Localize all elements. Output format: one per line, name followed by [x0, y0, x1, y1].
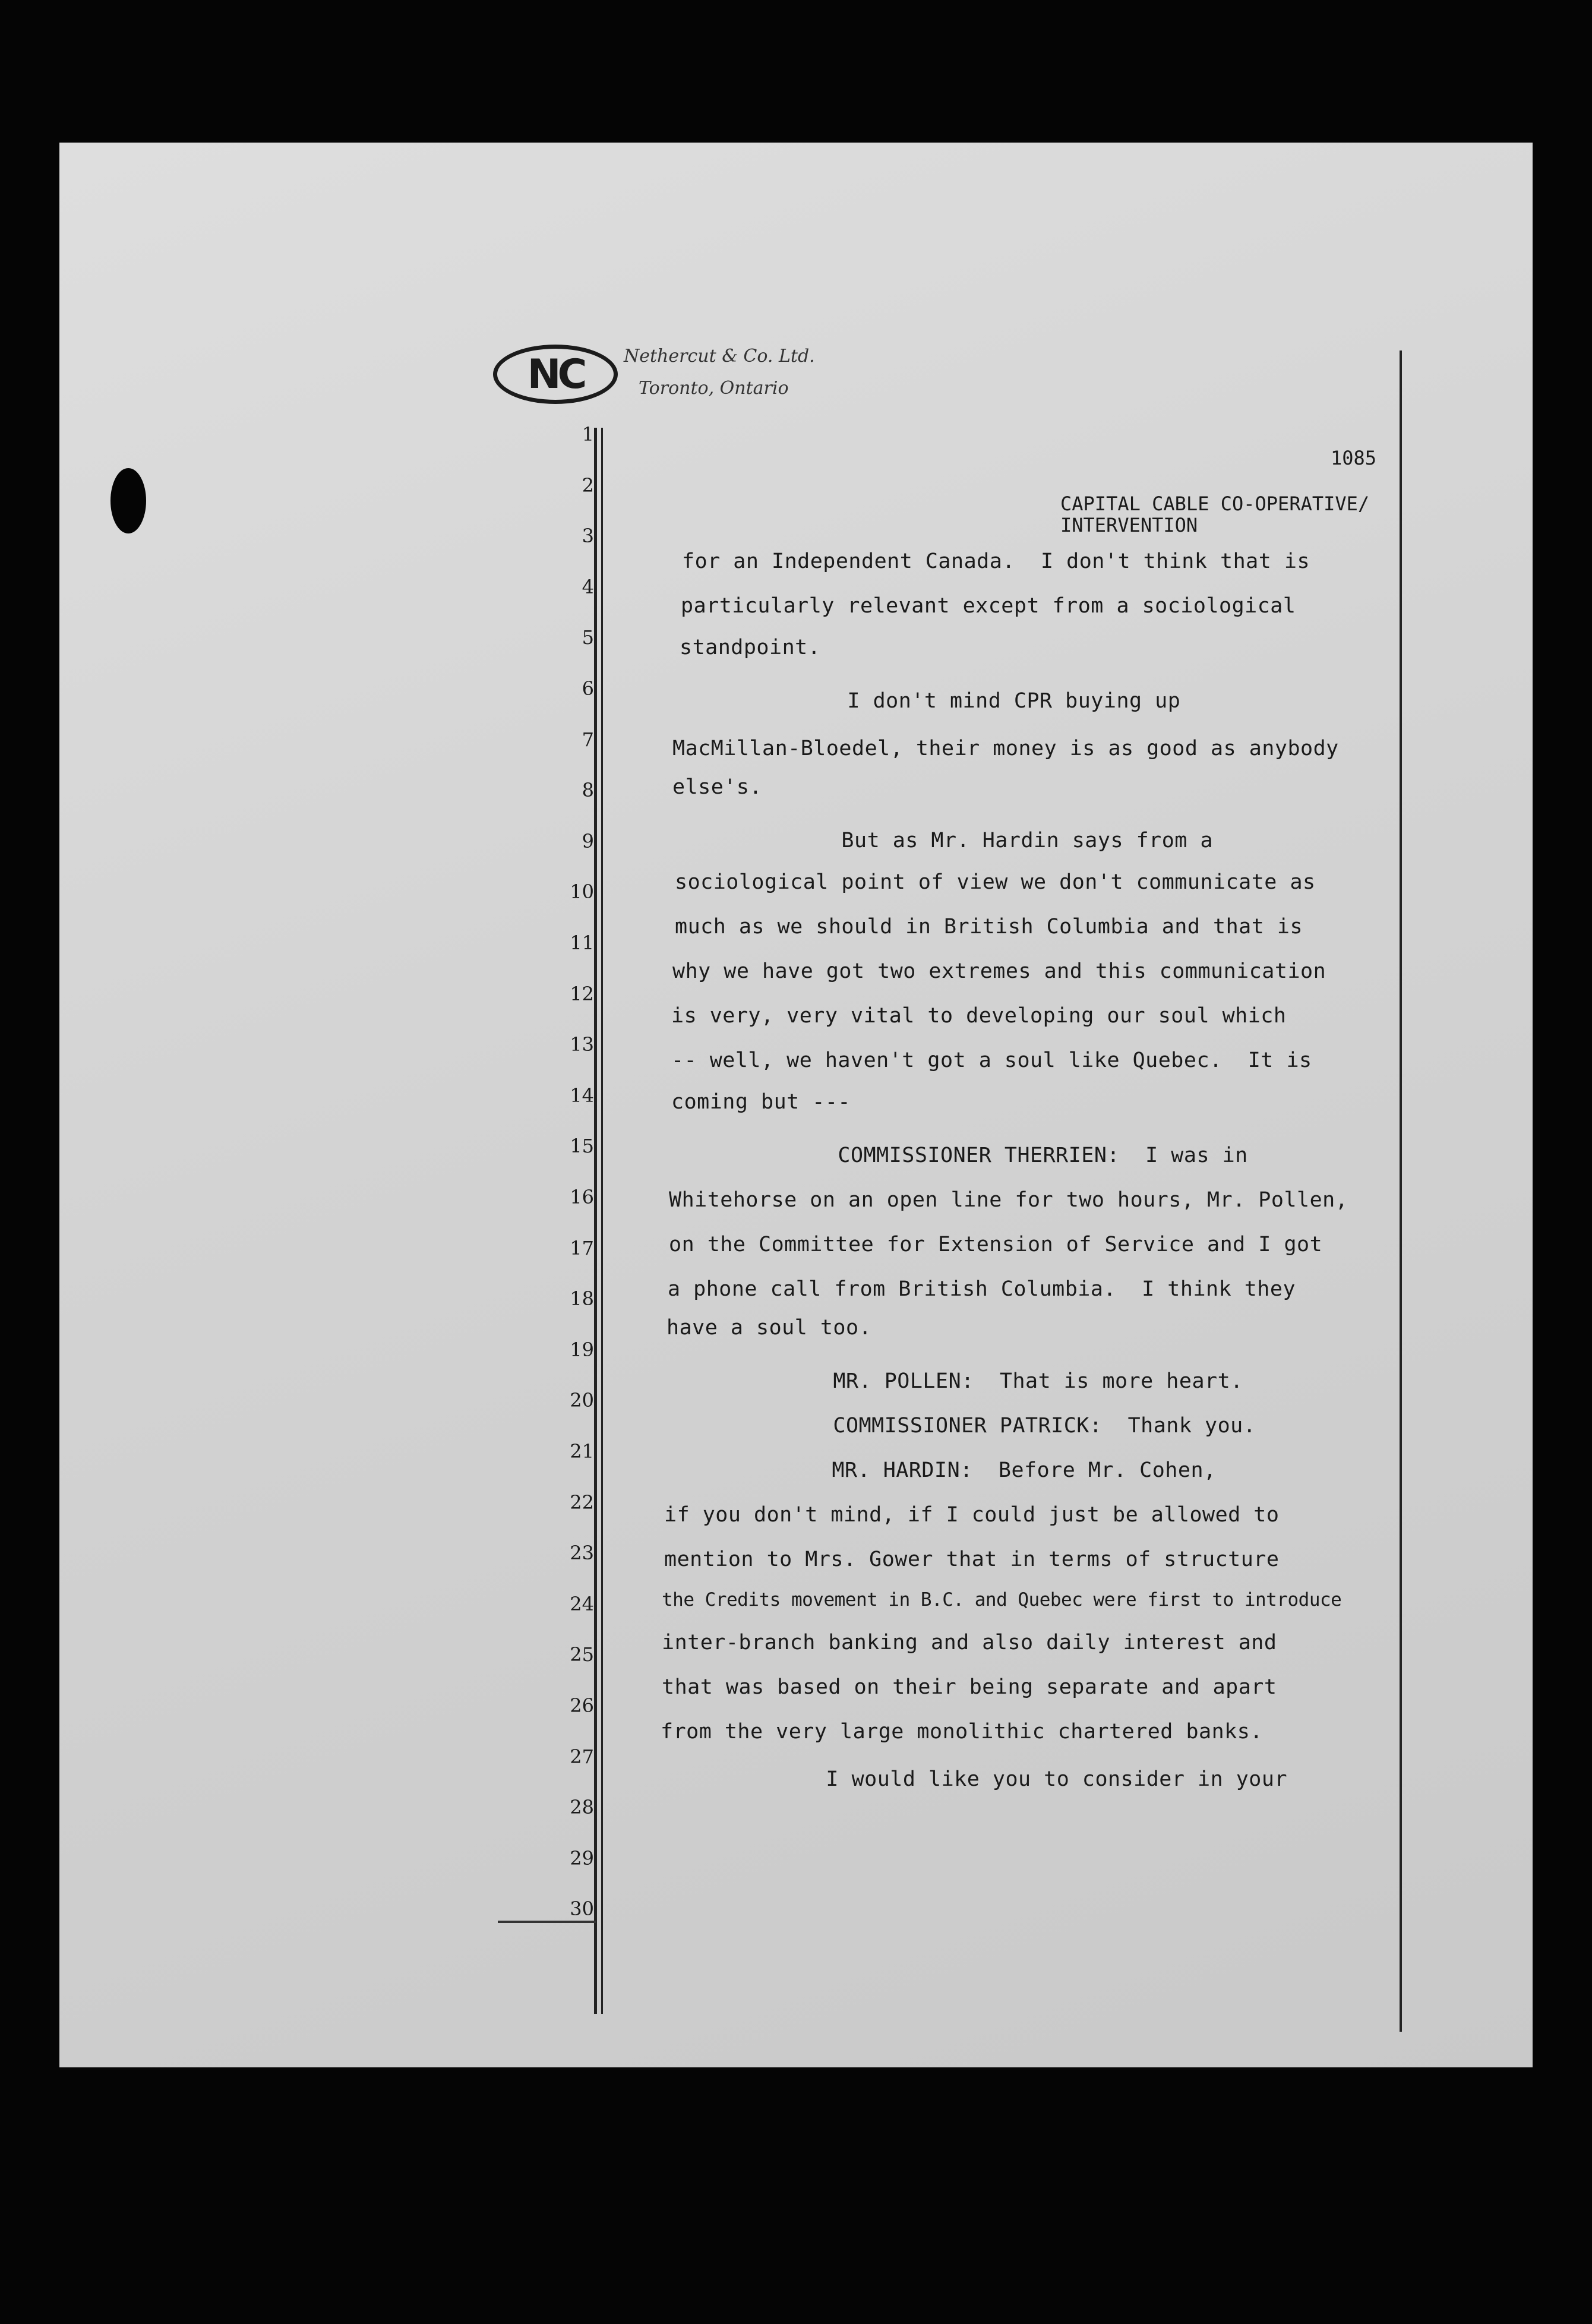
case-header: [1060, 493, 1369, 536]
transcript-line: particularly relevant except from a sociological: [681, 594, 1296, 618]
transcript-line: sociological point of view we don't communicate as: [675, 870, 1316, 894]
transcript-line: why we have got two extremes and this communication: [672, 959, 1326, 983]
transcript-line: else's.: [672, 775, 763, 799]
line-number: 9: [582, 829, 594, 852]
transcript-line: for an Independent Canada. I don't think that is: [682, 550, 1310, 573]
transcript-line: -- well, we haven't got a soul like Quebec. It is: [671, 1049, 1312, 1072]
transcript-line: But as Mr. Hardin says from a: [675, 829, 1214, 852]
transcript-line: a phone call from British Columbia. I think they: [668, 1277, 1296, 1301]
line-number: 20: [570, 1389, 594, 1412]
line-number: 15: [570, 1135, 594, 1158]
transcript-line: inter-branch banking and also daily interest and: [662, 1631, 1277, 1654]
transcript-line: on the Committee for Extension of Service and I got: [669, 1233, 1323, 1256]
line-number: 23: [570, 1542, 594, 1565]
line-number: 27: [570, 1745, 594, 1768]
line-number: 28: [570, 1796, 594, 1819]
line-number: 6: [582, 677, 594, 700]
punch-hole: [110, 468, 146, 533]
line-number: 3: [582, 525, 594, 548]
line-number: 24: [570, 1592, 594, 1615]
line-number: 5: [582, 626, 594, 649]
line-number: 7: [582, 728, 594, 751]
line-number: 25: [570, 1643, 594, 1666]
line-number: 8: [582, 779, 594, 802]
transcript-line: MR. POLLEN: That is more heart.: [667, 1369, 1243, 1393]
firm-name: Nethercut & Co. Ltd.: [624, 346, 815, 367]
transcript-line: mention to Mrs. Gower that in terms of structure: [664, 1548, 1280, 1571]
line-number: 22: [570, 1491, 594, 1514]
line-number: 18: [570, 1287, 594, 1311]
line-number: 1: [582, 423, 594, 446]
transcript-line: I would like you to consider in your: [659, 1767, 1288, 1791]
transcript-line: from the very large monolithic chartered banks.: [661, 1720, 1263, 1744]
line-30-underline: [498, 1921, 596, 1923]
line-number: 19: [570, 1338, 594, 1361]
right-margin-rule: [1400, 351, 1402, 2032]
firm-location: Toronto, Ontario: [639, 378, 789, 399]
case-header-line-2: INTERVENTION: [1060, 514, 1198, 536]
case-header-line-1: CAPITAL CABLE CO-OPERATIVE/: [1060, 492, 1370, 515]
transcript-line: COMMISSIONER PATRICK: Thank you.: [667, 1414, 1256, 1438]
transcript-line: that was based on their being separate and apart: [662, 1675, 1277, 1699]
transcript-line: I don't mind CPR buying up: [681, 689, 1181, 713]
transcript-line: coming but ---: [671, 1090, 851, 1114]
transcript-line: standpoint.: [680, 636, 821, 659]
line-number: 11: [570, 932, 594, 954]
transcript-line: is very, very vital to developing our soul which: [671, 1004, 1287, 1028]
line-number: 29: [570, 1846, 594, 1870]
line-number: 10: [570, 880, 594, 904]
page-number: 1085: [1331, 447, 1377, 469]
transcript-line: Whitehorse on an open line for two hours, Mr. Pollen,: [669, 1188, 1348, 1212]
left-margin-rule-double: [594, 428, 597, 2014]
line-number: 30: [570, 1897, 594, 1921]
line-number: 12: [570, 982, 594, 1005]
transcript-line: MR. HARDIN: Before Mr. Cohen,: [665, 1458, 1217, 1482]
transcript-line: COMMISSIONER THERRIEN: I was in: [671, 1144, 1248, 1167]
line-number: 26: [570, 1694, 594, 1717]
transcript-line: much as we should in British Columbia and that is: [675, 915, 1303, 939]
firm-logo-text: NC: [527, 351, 584, 398]
left-margin-rule: [601, 428, 603, 2014]
line-number: 21: [570, 1440, 594, 1463]
transcript-line: MacMillan-Bloedel, their money is as good as anybody: [672, 737, 1339, 760]
line-number: 4: [582, 575, 594, 598]
transcript-line: the Credits movement in B.C. and Quebec were first to introduce: [662, 1589, 1342, 1611]
line-number: 2: [582, 473, 594, 497]
line-number: 17: [570, 1236, 594, 1259]
transcript-line: if you don't mind, if I could just be allowed to: [664, 1503, 1280, 1527]
line-number: 16: [570, 1186, 594, 1208]
line-number: 13: [570, 1033, 594, 1056]
firm-logo: [493, 345, 618, 404]
line-number: 14: [570, 1084, 594, 1107]
transcript-line: have a soul too.: [667, 1316, 872, 1340]
